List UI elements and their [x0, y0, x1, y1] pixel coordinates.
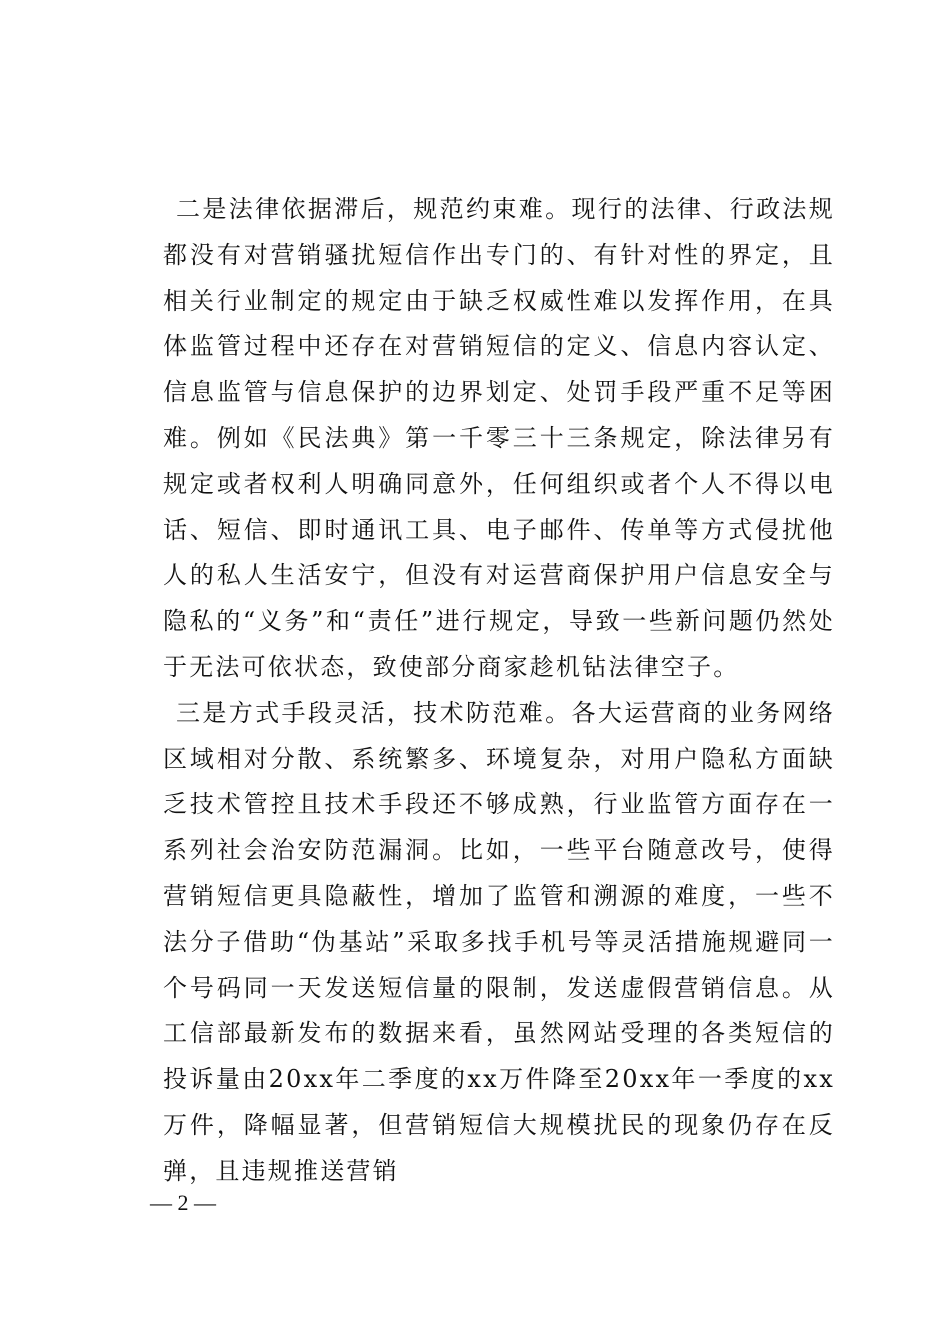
paragraph-legal-basis: 二是法律依据滞后，规范约束难。现行的法律、行政法规都没有对营销骚扰短信作出专门的、有针对性的界定，且相关行业制定的规定由于缺乏权威性难以发挥作用，在具体监管过程中还存在对营销短信的定义、信息内容认定、信息监管与信息保护的边界划定、处罚手段严重不足等困难。例如《民法典》第一千零三十三条规定，除法律另有规定或者权利人明确同意外，任何组织或者个人不得以电话、短信、即时通讯工具、电子邮件、传单等方式侵扰他人的私人生活安宁，但没有对运营商保护用户信息安全与隐私的“义务”和“责任”进行规定，导致一些新问题仍然处于无法可依状态，致使部分商家趁机钻法律空子。	[163, 195, 835, 681]
paragraph-technical-prevention: 三是方式手段灵活，技术防范难。各大运营商的业务网络区域相对分散、系统繁多、环境复杂，对用户隐私方面缺乏技术管控且技术手段还不够成熟，行业监管方面存在一系列社会治安防范漏洞。比如，一些平台随意改号，使得营销短信更具隐蔽性，增加了监管和溯源的难度，一些不法分子借助“伪基站”采取多找手机号等灵活措施规避同一个号码同一天发送短信量的限制，发送虚假营销信息。从工信部最新发布的数据来看，虽然网站受理的各类短信的投诉量由20xx年二季度的xx万件降至20xx年一季度的xx万件，降幅显著，但营销短信大规模扰民的现象仍存在反弹，且违规推送营销	[163, 698, 835, 1185]
page-number: — 2 —	[150, 1190, 216, 1215]
document-body	[163, 187, 835, 1195]
